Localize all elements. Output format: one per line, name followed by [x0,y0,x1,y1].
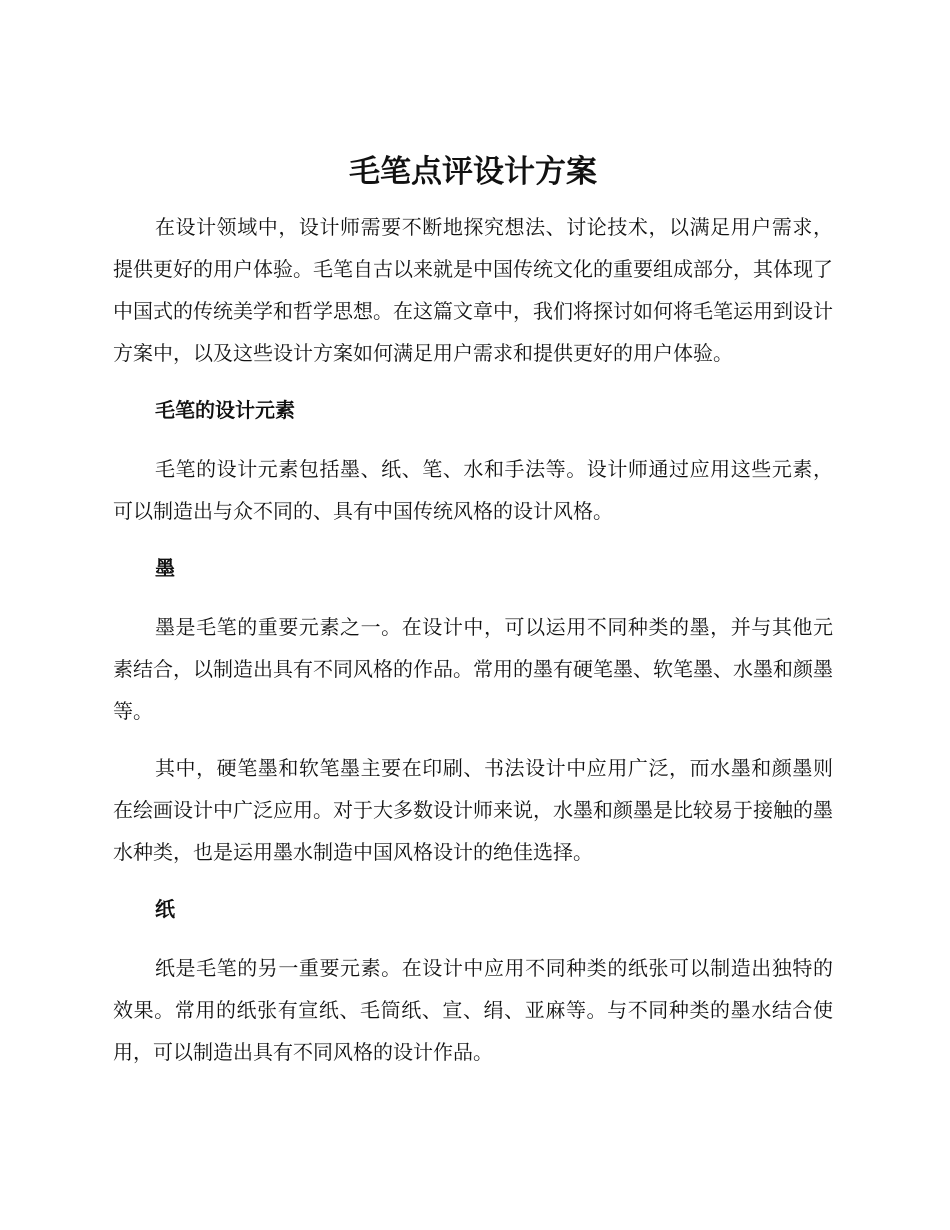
section-paper [113,888,833,1073]
section-paragraph: 墨是毛笔的重要元素之一。在设计中，可以运用不同种类的墨，并与其他元素结合，以制造出具有不同风格的作品。常用的墨有硬笔墨、软笔墨、水墨和颜墨等。 [113,615,833,723]
section-ink [113,547,833,873]
document-body [113,148,833,1088]
section-heading: 毛笔的设计元素 [155,398,295,422]
section-paragraph: 毛笔的设计元素包括墨、纸、笔、水和手法等。设计师通过应用这些元素，可以制造出与众不同的、具有中国传统风格的设计风格。 [113,457,833,523]
section-heading: 纸 [155,897,175,921]
section-design-elements [113,389,833,532]
section-heading: 墨 [155,556,175,580]
section-paragraph: 纸是毛笔的另一重要元素。在设计中应用不同种类的纸张可以制造出独特的效果。常用的纸张有宣纸、毛筒纸、宣、绢、亚麻等。与不同种类的墨水结合使用，可以制造出具有不同风格的设计作品。 [113,956,833,1064]
section-paragraph: 其中，硬笔墨和软笔墨主要在印刷、书法设计中应用广泛，而水墨和颜墨则在绘画设计中广泛应用。对于大多数设计师来说，水墨和颜墨是比较易于接触的墨水种类，也是运用墨水制造中国风格设计的绝佳选择。 [113,756,833,864]
page-title: 毛笔点评设计方案 [349,154,597,190]
intro-paragraph: 在设计领域中，设计师需要不断地探究想法、讨论技术，以满足用户需求，提供更好的用户体验。毛笔自古以来就是中国传统文化的重要组成部分，其体现了中国式的传统美学和哲学思想。在这篇文章中，我们将探讨如何将毛笔运用到设计方案中，以及这些设计方案如何满足用户需求和提供更好的用户体验。 [113,215,833,365]
